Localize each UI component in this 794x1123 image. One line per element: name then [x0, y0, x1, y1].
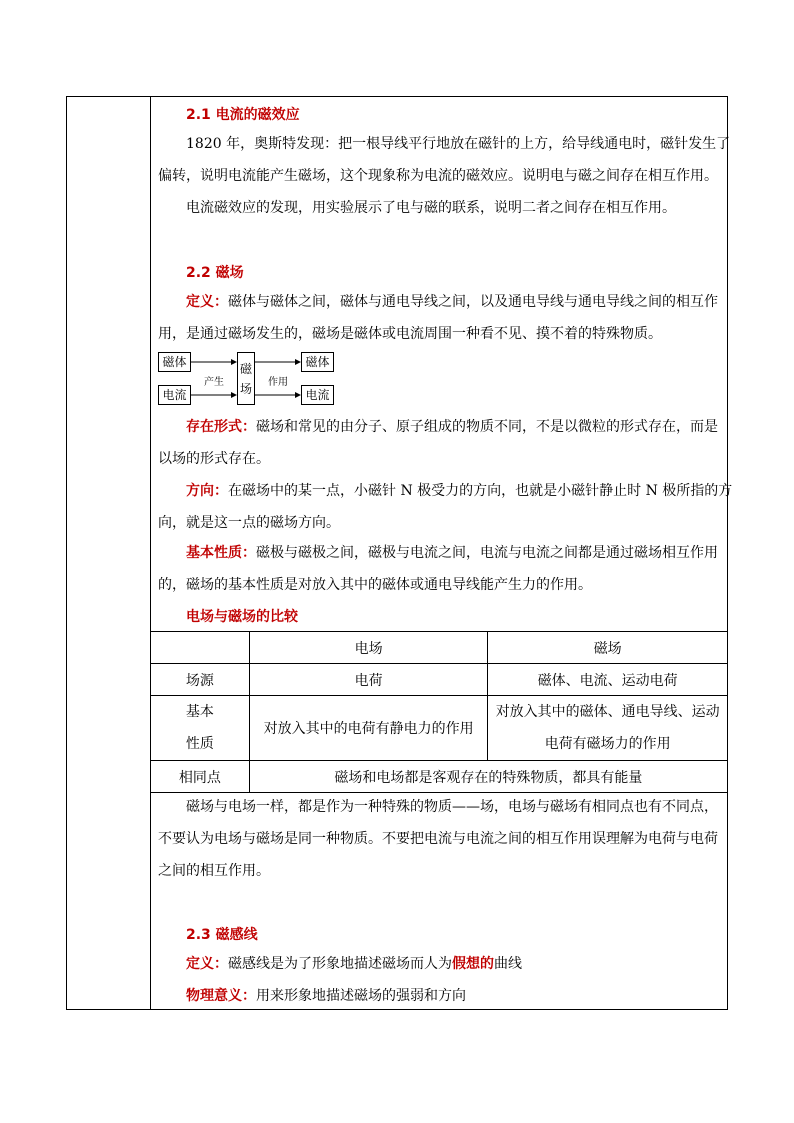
cell-line: 对放入其中的磁体、通电导线、运动: [495, 704, 720, 720]
direction-label: 方向：: [186, 483, 228, 499]
table-row: [151, 632, 728, 664]
table-row: [151, 696, 728, 761]
cell-line: 基本: [185, 704, 214, 720]
table-cell: 相同点: [151, 761, 250, 793]
diagram-arrows: [150, 340, 350, 420]
meaning-label: 物理意义：: [186, 988, 256, 1004]
property-label: 基本性质：: [186, 545, 256, 561]
column-divider: [150, 96, 151, 1010]
definition-text-end: 曲线: [494, 956, 522, 972]
property-line: [186, 537, 718, 569]
paragraph-line: 电流磁效应的发现，用实验展示了电与磁的联系，说明二者之间存在相互作用。: [186, 200, 676, 216]
diagram-box-magnet-left: 磁体: [158, 352, 191, 372]
paragraph-line: 磁场与电场一样，都是作为一种特殊的物质——场，电场与磁场有相同点也有不同点，: [186, 799, 718, 815]
direction-line: [186, 475, 732, 507]
paragraph-line: 之间的相互作用。: [158, 863, 270, 879]
paragraph-line: 以场的形式存在。: [158, 451, 270, 467]
comparison-heading: 电场与磁场的比较: [186, 609, 298, 625]
direction-text: 在磁场中的某一点，小磁针 N 极受力的方向，也就是小磁针静止时 N 极所指的方: [228, 483, 733, 499]
table-cell: 磁体、电流、运动电荷: [488, 664, 728, 696]
diagram-box-current-left: 电流: [158, 385, 191, 405]
table-cell: 电场: [249, 632, 488, 664]
meaning-text: 用来形象地描述磁场的强弱和方向: [256, 988, 466, 1004]
cell-line: 电荷有磁场力的作用: [544, 736, 671, 752]
table-row: [151, 664, 728, 696]
definition-text: 磁体与磁体之间，磁体与通电导线之间，以及通电导线与通电导线之间的相互作: [228, 294, 718, 310]
table-cell: 电荷: [249, 664, 488, 696]
form-line: [186, 411, 718, 443]
paragraph-line: 不要认为电场与磁场是同一种物质。不要把电流与电流之间的相互作用误理解为电荷与电荷: [158, 831, 718, 847]
diagram-field-char-2: 场: [239, 382, 252, 396]
diagram-box-magnet-right: 磁体: [301, 352, 334, 372]
paragraph-line: 偏转，说明电流能产生磁场，这个现象称为电流的磁效应。说明电与磁之间存在相互作用。: [158, 168, 718, 184]
definition-line: [186, 286, 718, 318]
paragraph-line: 用，是通过磁场发生的，磁场是磁体或电流周围一种看不见、摸不着的特殊物质。: [158, 326, 662, 342]
table-cell: 对放入其中的电荷有静电力的作用: [249, 696, 488, 761]
form-label: 存在形式：: [186, 419, 256, 435]
diagram-label-produce: 产生: [204, 377, 224, 388]
definition-label: 定义：: [186, 956, 228, 972]
diagram-field-char-1: 磁: [239, 362, 252, 376]
definition-text: 磁感线是为了形象地描述磁场而人为: [228, 956, 452, 972]
table-row: [151, 761, 728, 793]
paragraph-line: 1820 年，奥斯特发现：把一根导线平行地放在磁针的上方，给导线通电时，磁针发生了: [186, 136, 731, 152]
paragraph-line: 的，磁场的基本性质是对放入其中的磁体或通电导线能产生力的作用。: [158, 577, 592, 593]
table-cell: [488, 696, 728, 761]
table-cell: 场源: [151, 664, 250, 696]
definition-label: 定义：: [186, 294, 228, 310]
section-heading-2-3: 2.3 磁感线: [186, 927, 258, 943]
cell-line: 性质: [185, 736, 214, 752]
paragraph-line: 向，就是这一点的磁场方向。: [158, 515, 340, 531]
table-cell: 磁场和电场都是客观存在的特殊物质，都具有能量: [249, 761, 727, 793]
meaning-line: [186, 980, 466, 1012]
form-text: 磁场和常见的由分子、原子组成的物质不同，不是以微粒的形式存在，而是: [256, 419, 718, 435]
section-heading-2-2: 2.2 磁场: [186, 265, 244, 281]
table-cell: 磁场: [488, 632, 728, 664]
emphasis-text: 假想的: [452, 956, 494, 972]
section-heading-2-1: 2.1 电流的磁效应: [186, 107, 300, 123]
diagram-label-act: 作用: [268, 377, 288, 388]
comparison-table: [150, 631, 728, 793]
table-cell: [151, 696, 250, 761]
property-text: 磁极与磁极之间，磁极与电流之间，电流与电流之间都是通过磁场相互作用: [256, 545, 718, 561]
diagram-box-current-right: 电流: [301, 385, 334, 405]
table-cell: [151, 632, 250, 664]
definition-line-2-3: [186, 948, 522, 980]
